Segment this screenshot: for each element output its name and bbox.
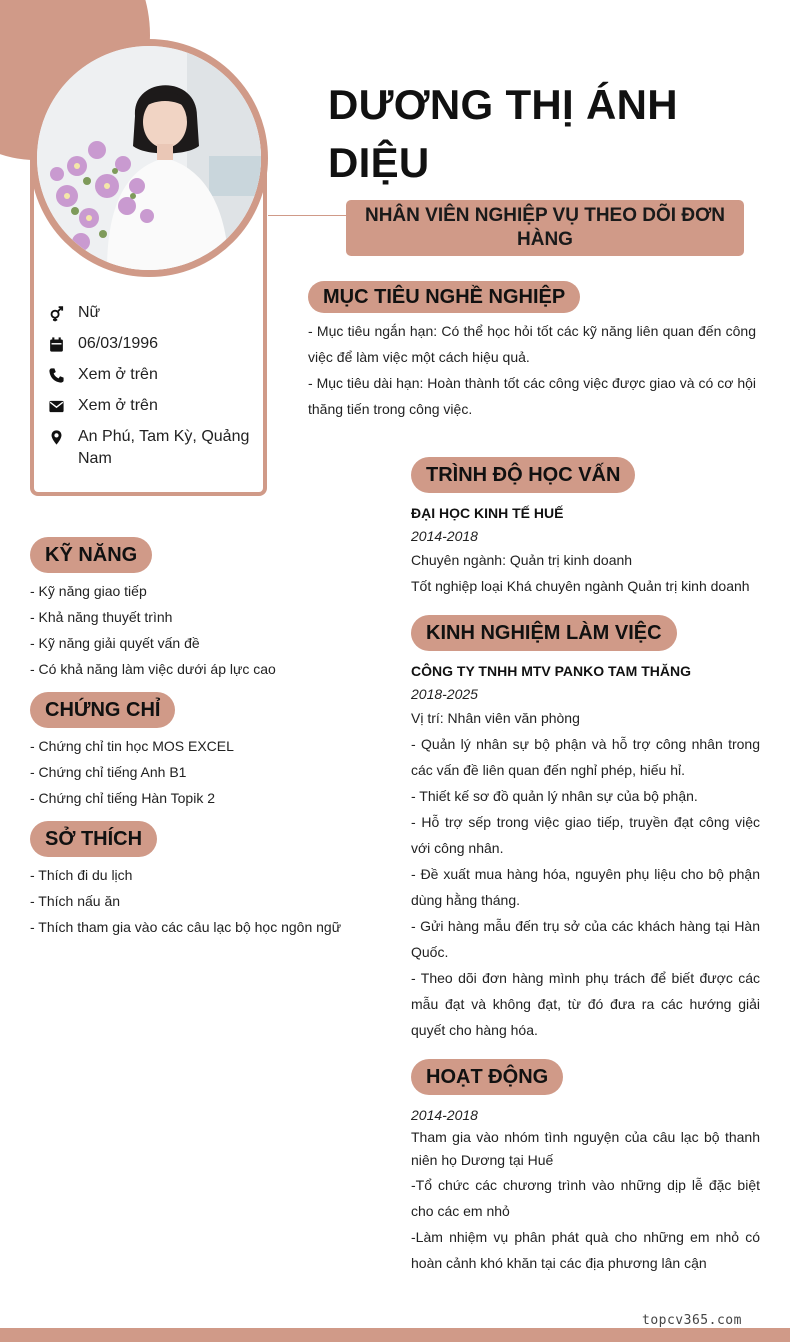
skill-item: - Kỹ năng giao tiếp xyxy=(30,583,147,599)
experience-line: - Thiết kế sơ đồ quản lý nhân sự của bộ phận. xyxy=(411,788,698,804)
activities-section xyxy=(411,1104,760,1276)
certificates-heading: CHỨNG CHỈ xyxy=(30,692,175,728)
education-line: Tốt nghiệp loại Khá chuyên ngành Quản trị kinh doanh xyxy=(411,578,750,594)
experience-line: - Gửi hàng mẫu đến trụ sở của các khách hàng tại Hàn Quốc. xyxy=(411,918,760,960)
hobbies-section xyxy=(30,862,370,940)
hobby-item: - Thích đi du lịch xyxy=(30,867,133,883)
experience-period: 2018-2025 xyxy=(411,686,478,702)
hobbies-heading: SỞ THÍCH xyxy=(30,821,157,857)
contact-address xyxy=(48,426,258,470)
skill-item: - Có khả năng làm việc dưới áp lực cao xyxy=(30,661,276,677)
hobby-item: - Thích nấu ăn xyxy=(30,893,121,909)
avatar-photo xyxy=(37,46,261,270)
candidate-name: DƯƠNG THỊ ÁNH DIỆU xyxy=(328,81,678,186)
activities-intro: Tham gia vào nhóm tình nguyện của câu lạc bộ thanh niên họ Dương tại Huế xyxy=(411,1129,760,1168)
phone-text: Xem ở trên xyxy=(78,366,158,383)
contact-info xyxy=(48,302,258,479)
objective-line: - Mục tiêu dài hạn: Hoàn thành tốt các công việc được giao và có cơ hội thăng tiến trong công việc. xyxy=(308,375,756,417)
skill-item: - Khả năng thuyết trình xyxy=(30,609,173,625)
certificates-section xyxy=(30,733,370,811)
email-icon xyxy=(48,398,65,415)
experience-line: - Đề xuất mua hàng hóa, nguyên phụ liệu cho bộ phận dùng hằng tháng. xyxy=(411,866,760,908)
phone-icon xyxy=(48,367,65,384)
calendar-icon xyxy=(48,336,65,353)
experience-heading: KINH NGHIỆM LÀM VIỆC xyxy=(411,615,677,651)
objective-line: - Mục tiêu ngắn hạn: Có thể học hỏi tốt các kỹ năng liên quan đến công việc để làm việc một cách hiệu quả. xyxy=(308,323,756,365)
experience-line: - Hỗ trợ sếp trong việc giao tiếp, truyền đạt công việc với công nhân. xyxy=(411,814,760,856)
experience-section xyxy=(411,659,760,1043)
gender-text: Nữ xyxy=(78,304,101,321)
experience-line: - Quản lý nhân sự bộ phận và hỗ trợ công nhân trong các vấn đề liên quan đến nghỉ phép, hiếu hỉ. xyxy=(411,736,760,778)
school-name: ĐẠI HỌC KINH TẾ HUẾ xyxy=(411,505,564,521)
contact-phone xyxy=(48,364,258,386)
skills-heading: KỸ NĂNG xyxy=(30,537,152,573)
contact-birthday xyxy=(48,333,258,355)
activities-line: -Tổ chức các chương trình vào những dịp lễ đặc biệt cho các em nhỏ xyxy=(411,1177,760,1219)
objective-section xyxy=(308,318,756,422)
activities-period: 2014-2018 xyxy=(411,1107,478,1123)
job-title: NHÂN VIÊN NGHIỆP VỤ THEO DÕI ĐƠN HÀNG xyxy=(346,200,744,256)
certificate-item: - Chứng chỉ tin học MOS EXCEL xyxy=(30,738,234,754)
experience-line: Vị trí: Nhân viên văn phòng xyxy=(411,710,580,726)
certificate-item: - Chứng chỉ tiếng Hàn Topik 2 xyxy=(30,790,215,806)
avatar xyxy=(37,46,261,270)
activities-line: -Làm nhiệm vụ phân phát quà cho những em nhỏ có hoàn cảnh khó khăn tại các địa phương lân cận xyxy=(411,1229,760,1271)
gender-icon xyxy=(48,305,65,322)
objective-heading: MỤC TIÊU NGHỀ NGHIỆP xyxy=(308,281,580,313)
email-text: Xem ở trên xyxy=(78,397,158,414)
education-line: Chuyên ngành: Quản trị kinh doanh xyxy=(411,552,633,568)
education-section xyxy=(411,501,761,599)
birthday-text: 06/03/1996 xyxy=(78,335,159,352)
skills-section xyxy=(30,578,370,682)
activities-heading: HOẠT ĐỘNG xyxy=(411,1059,563,1095)
contact-email xyxy=(48,395,258,417)
footer-bar xyxy=(0,1328,790,1342)
title-connector xyxy=(268,215,348,216)
company-name: CÔNG TY TNHH MTV PANKO TAM THĂNG xyxy=(411,663,691,679)
education-period: 2014-2018 xyxy=(411,528,478,544)
watermark: topcv365.com xyxy=(642,1313,742,1328)
experience-line: - Theo dõi đơn hàng mình phụ trách để biết được các mẫu đạt và không đạt, từ đó đưa ra các hướng giải quyết cho hàng hóa. xyxy=(411,970,760,1038)
address-text: An Phú, Tam Kỳ, Quảng Nam xyxy=(78,428,250,467)
education-heading: TRÌNH ĐỘ HỌC VẤN xyxy=(411,457,635,493)
location-icon xyxy=(48,429,65,446)
hobby-item: - Thích tham gia vào các câu lạc bộ học ngôn ngữ xyxy=(30,919,342,935)
contact-gender xyxy=(48,302,258,324)
skill-item: - Kỹ năng giải quyết vấn đề xyxy=(30,635,200,651)
certificate-item: - Chứng chỉ tiếng Anh B1 xyxy=(30,764,187,780)
